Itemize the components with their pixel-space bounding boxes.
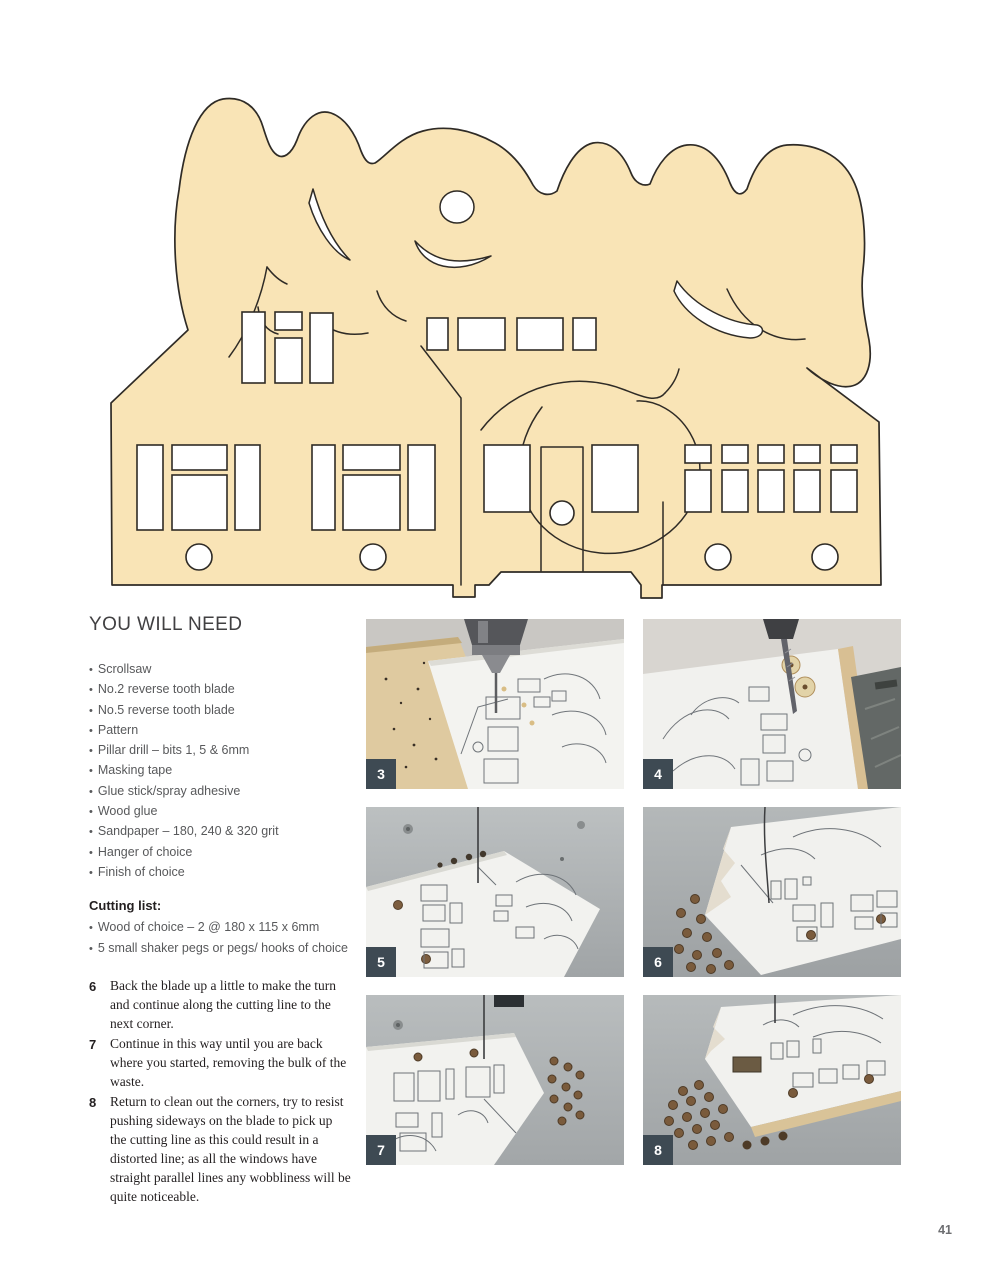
cutting-list [89, 918, 351, 959]
photo-number-badge: 3 [366, 759, 396, 789]
photo-number-badge: 6 [643, 947, 673, 977]
drill-photo-illustration [366, 619, 624, 789]
list-item: • No.2 reverse tooth blade [89, 680, 351, 700]
list-item: • Pillar drill – bits 1, 5 & 6mm [89, 741, 351, 761]
keys-pattern-svg [105, 85, 885, 600]
step-6 [89, 976, 351, 1033]
photo-step-3 [366, 619, 624, 789]
list-item: • Glue stick/spray adhesive [89, 782, 351, 802]
photo-step-5 [366, 807, 624, 977]
list-item: • Scrollsaw [89, 660, 351, 680]
step-number: 7 [89, 1036, 97, 1052]
list-item: • Hanger of choice [89, 843, 351, 863]
step-photo-grid [366, 619, 901, 1165]
list-item: • Wood glue [89, 802, 351, 822]
photo-number-badge: 7 [366, 1135, 396, 1165]
cutting-list-section [89, 898, 351, 959]
step-7 [89, 1034, 351, 1091]
page-number: 41 [938, 1223, 952, 1237]
list-item: • 5 small shaker pegs or pegs/ hooks of choice [89, 939, 351, 959]
step-number: 6 [89, 978, 97, 994]
you-will-need-list [89, 660, 351, 883]
instructions-column [89, 614, 351, 1207]
photo-number-badge: 4 [643, 759, 673, 789]
list-item: • Wood of choice – 2 @ 180 x 115 x 6mm [89, 918, 351, 938]
photo-step-7 [366, 995, 624, 1165]
step-text: Back the blade up a little to make the turn and continue along the cutting line to the next corner. [110, 977, 337, 1031]
step-number: 8 [89, 1094, 97, 1110]
scrollsaw-photo-illustration [643, 995, 901, 1165]
list-item: • Masking tape [89, 761, 351, 781]
photo-step-4 [643, 619, 901, 789]
photo-step-6 [643, 807, 901, 977]
step-text: Return to clean out the corners, try to resist pushing sideways on the blade to pick up the cutting line as this could result in a distorted line; as all the windows have straight parallel lines any wobbliness will be quite noticeable. [110, 1093, 351, 1204]
list-item: • No.5 reverse tooth blade [89, 701, 351, 721]
you-will-need-heading: YOU WILL NEED [89, 614, 243, 635]
drill-photo-illustration [643, 619, 901, 789]
scrollsaw-photo-illustration [643, 807, 901, 977]
list-item: • Sandpaper – 180, 240 & 320 grit [89, 822, 351, 842]
step-8 [89, 1092, 351, 1206]
keys-pattern-illustration [105, 85, 885, 600]
photo-number-badge: 5 [366, 947, 396, 977]
list-item: • Finish of choice [89, 863, 351, 883]
numbered-steps [89, 976, 351, 1206]
cutting-list-heading: Cutting list: [89, 898, 162, 914]
scrollsaw-photo-illustration [366, 807, 624, 977]
step-text: Continue in this way until you are back where you started, removing the bulk of the waste. [110, 1035, 347, 1089]
photo-step-8 [643, 995, 901, 1165]
list-item: • Pattern [89, 721, 351, 741]
photo-number-badge: 8 [643, 1135, 673, 1165]
scrollsaw-photo-illustration [366, 995, 624, 1165]
